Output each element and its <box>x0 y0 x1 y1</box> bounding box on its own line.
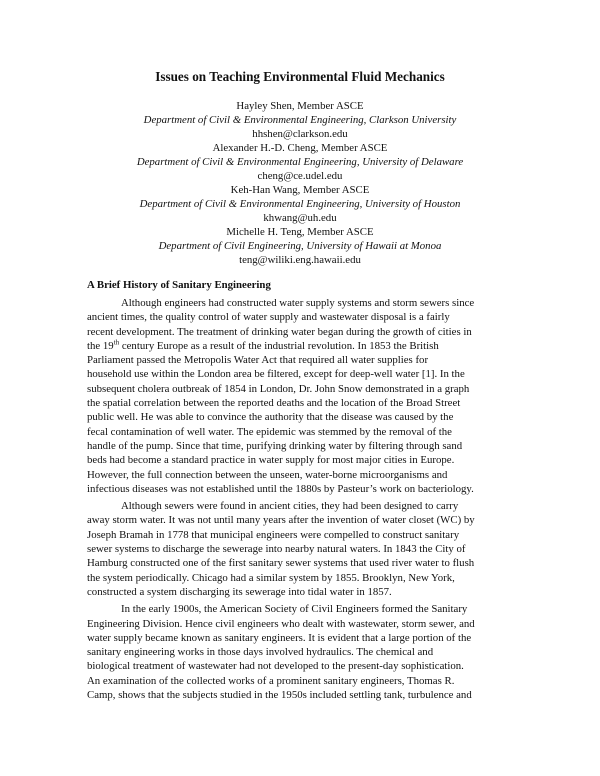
text-line: In the early 1900s, the American Society of Civil Engineers formed the Sanitary <box>121 603 468 616</box>
text-line: Engineering Division. Hence civil engineers who dealt with wastewater, storm sewer, and <box>87 617 475 630</box>
author-name: Hayley Shen, Member ASCE <box>236 100 364 112</box>
paper-title: Issues on Teaching Environmental Fluid Mechanics <box>155 69 445 84</box>
text-line: Camp, shows that the subjects studied in the 1950s included settling tank, turbulence and <box>87 689 472 702</box>
text-line: Hamburg constructed one of the first sanitary sewer systems that used river water to flush <box>87 557 475 570</box>
author-email: teng@wiliki.eng.hawaii.edu <box>239 254 361 266</box>
section-heading: A Brief History of Sanitary Engineering <box>87 279 271 291</box>
author-entry <box>0 183 600 225</box>
text-line: constructed a system discharging its sewerage into tidal water in 1857. <box>87 585 392 598</box>
author-affiliation: Department of Civil & Environmental Engineering, University of Delaware <box>136 156 464 168</box>
author-email: cheng@ce.udel.edu <box>257 170 343 182</box>
text-line: sewer systems to discharge the sewerage into nearby natural waters. In 1843 the City of <box>87 543 466 556</box>
text-line: However, the full connection between the unseen, water-borne microorganisms and <box>87 468 448 481</box>
author-email: khwang@uh.edu <box>263 212 337 224</box>
text-line: water supply became known as sanitary engineers. It is evident that a large portion of the <box>87 631 472 644</box>
text-line: Although engineers had constructed water supply systems and storm sewers since <box>121 297 475 309</box>
text-line: household use within the London area be filtered, except for deep-well water [1]. In the <box>87 368 465 381</box>
text-line: recent development. The treatment of drinking water began during the growth of cities in <box>87 325 472 338</box>
author-entry <box>0 141 600 183</box>
author-block <box>0 99 600 267</box>
text-line: Joseph Bramah in 1778 that municipal engineers were compelled to construct sanitary <box>87 528 460 541</box>
author-entry <box>0 99 600 141</box>
text-line: public well. He was able to convince the authority that the disease was caused by the <box>87 411 454 424</box>
text-line: An examination of the collected works of a prominent sanitary engineers, Thomas R. <box>87 674 455 687</box>
text-line: the spatial correlation between the reported deaths and the location of the Broad Street <box>87 397 461 410</box>
author-email: hhshen@clarkson.edu <box>252 128 348 140</box>
paragraph <box>87 499 517 599</box>
paragraph <box>87 602 517 702</box>
text-line: sanitary engineering works in those days involved hydraulics. The chemical and <box>87 646 434 659</box>
text-line: Although sewers were found in ancient cities, they had been designed to carry <box>121 500 459 513</box>
text-line: the 19th century Europe as a result of the industrial revolution. In 1853 the British <box>87 338 439 352</box>
text-line: infectious diseases was not established until the 1880s by Pasteur’s work on bacteriology. <box>87 482 474 495</box>
text-line: ancient times, the quality control of water supply and wastewater disposal is a fairly <box>87 311 450 324</box>
author-name: Keh-Han Wang, Member ASCE <box>230 184 370 196</box>
author-affiliation: Department of Civil & Environmental Engineering, University of Houston <box>139 198 461 210</box>
author-name: Alexander H.-D. Cheng, Member ASCE <box>212 142 388 154</box>
author-affiliation: Department of Civil & Environmental Engineering, Clarkson University <box>143 114 457 126</box>
text-line: fecal contamination of well water. The epidemic was stemmed by the removal of the <box>87 425 452 438</box>
text-line: Parliament passed the Metropolis Water Act that required all water supplies for <box>87 354 429 367</box>
author-affiliation: Department of Civil Engineering, University of Hawaii at Monoa <box>158 240 442 252</box>
text-line: handle of the pump. Since that time, purifying drinking water by filtering through sand <box>87 439 463 452</box>
section-body <box>87 296 517 705</box>
paragraph <box>87 296 517 496</box>
author-name: Michelle H. Teng, Member ASCE <box>226 226 374 238</box>
text-line: away storm water. It was not until many years after the invention of water closet (WC) by <box>87 514 475 527</box>
text-line: beds had become a standard practice in water supply for most major cities in Europe. <box>87 454 455 467</box>
text-line: biological treatment of wastewater had not developed to the present-day sophistication. <box>87 660 464 673</box>
author-entry <box>0 225 600 267</box>
text-line: subsequent cholera outbreak of 1854 in London, Dr. John Snow demonstrated in a graph <box>87 382 470 395</box>
text-line: the system periodically. Chicago had a similar system by 1855. Brooklyn, New York, <box>87 571 455 584</box>
